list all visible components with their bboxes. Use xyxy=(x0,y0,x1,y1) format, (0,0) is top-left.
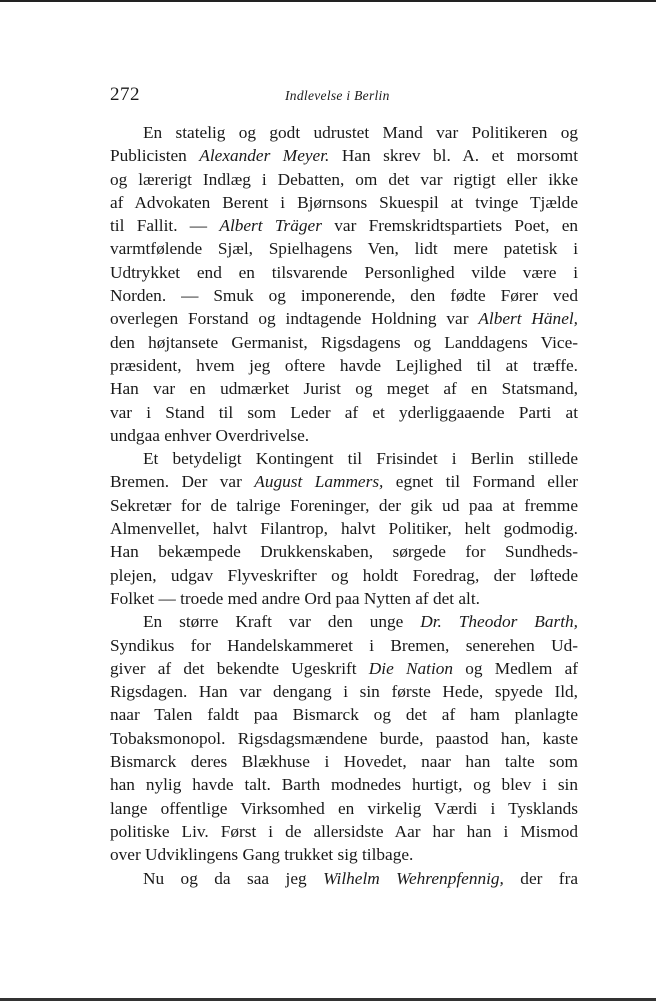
page-number: 272 xyxy=(110,84,140,105)
text-run: naar Talen faldt paa Bismarck og det af ham planlagte xyxy=(110,705,578,725)
text-run: plejen, udgav Flyveskrifter og holdt Foredrag, der løftede xyxy=(110,565,578,585)
text-line xyxy=(110,657,578,680)
text-line xyxy=(110,401,578,424)
text-run: undgaa enhver Overdrivelse. xyxy=(110,425,310,445)
italic-name: Dr. Theodor Barth, xyxy=(420,612,578,632)
text-line xyxy=(110,424,578,447)
text-run: der fra xyxy=(503,868,578,888)
text-run: lange offentlige Virksomhed en virkelig Værdi i Tysklands xyxy=(110,798,578,818)
text-line xyxy=(110,144,578,167)
text-run: af Advokaten Berent i Bjørnsons Skuespil at tvinge Tjælde xyxy=(110,192,578,212)
text-line xyxy=(110,447,578,470)
italic-name: Albert Hänel, xyxy=(478,309,578,329)
text-line xyxy=(110,168,578,191)
text-run: En statelig og godt udrustet Mand var Politikeren og xyxy=(143,123,578,142)
text-line xyxy=(110,470,578,493)
text-run: præsident, hvem jeg oftere havde Lejlighed til at træffe. xyxy=(110,355,578,375)
text-line xyxy=(110,703,578,726)
text-run: Han var en udmærket Jurist og meget af en Statsmand, xyxy=(110,379,578,399)
text-line xyxy=(110,750,578,773)
text-run: Udtrykket end en tilsvarende Personlighed vilde være i xyxy=(110,262,578,282)
text-line xyxy=(110,610,578,633)
text-line xyxy=(110,307,578,330)
text-run: Bismarck deres Blækhuse i Hovedet, naar han talte som xyxy=(110,752,578,772)
text-line xyxy=(110,261,578,284)
text-line xyxy=(110,634,578,657)
text-run: Rigsdagen. Han var dengang i sin første Hede, spyede Ild, xyxy=(110,682,578,702)
italic-name: Albert Träger xyxy=(219,216,322,236)
italic-name: Alexander Meyer. xyxy=(199,146,330,166)
text-line xyxy=(110,237,578,260)
text-run: Tobaksmonopol. Rigsdagsmændene burde, paastod han, kaste xyxy=(110,728,578,748)
running-title: Indlevelse i Berlin xyxy=(285,88,390,103)
text-run: Han skrev bl. A. et morsomt xyxy=(329,146,579,166)
text-line xyxy=(110,797,578,820)
text-run: Nu og da saa jeg xyxy=(143,868,324,888)
italic-name: August Lammers, xyxy=(254,472,384,492)
text-run: Almenvellet, halvt Filantrop, halvt Politiker, helt godmodig. xyxy=(110,519,578,539)
bottom-scan-edge xyxy=(0,998,656,1001)
text-line xyxy=(110,331,578,354)
text-line xyxy=(110,843,578,866)
page-header xyxy=(110,84,580,110)
text-run: var Fremskridtspartiets Poet, en xyxy=(321,216,579,236)
text-line xyxy=(110,284,578,307)
text-line xyxy=(110,121,578,144)
text-run: giver af det bekendte Ugeskrift xyxy=(110,658,369,678)
text-line xyxy=(110,727,578,750)
text-run: til Fallit. — xyxy=(110,216,220,236)
text-line xyxy=(110,773,578,796)
text-run: Sekretær for de talrige Foreninger, der gik ud paa at fremme xyxy=(110,495,578,515)
text-run: Publicisten xyxy=(110,146,200,166)
text-run: Norden. — Smuk og imponerende, den fødte Fører ved xyxy=(110,286,578,306)
text-line xyxy=(110,820,578,843)
text-run: Han bekæmpede Drukkenskaben, sørgede for Sundheds- xyxy=(110,542,578,562)
text-run: og lærerigt Indlæg i Debatten, om det var rigtigt eller ikke xyxy=(110,169,578,189)
text-line xyxy=(110,867,578,890)
text-run: overlegen Forstand og indtagende Holdning var xyxy=(110,309,479,329)
text-line xyxy=(110,517,578,540)
text-run: politiske Liv. Først i de allersidste Aar har han i Mismod xyxy=(110,821,578,841)
text-run: var i Stand til som Leder af et yderliggaaende Parti at xyxy=(110,402,578,422)
text-run: Syndikus for Handelskammeret i Bremen, senerehen Ud- xyxy=(110,635,578,655)
body-text xyxy=(110,121,578,890)
text-run: varmtfølende Sjæl, Spielhagens Ven, lidt mere patetisk i xyxy=(110,239,578,259)
text-run: Folket — troede med andre Ord paa Nytten af det alt. xyxy=(110,588,480,608)
italic-name: Die Nation xyxy=(368,658,454,678)
text-run: den højtansete Germanist, Rigsdagens og Landdagens Vice- xyxy=(110,332,578,352)
text-line xyxy=(110,587,578,610)
text-line xyxy=(110,564,578,587)
text-line xyxy=(110,354,578,377)
text-run: Bremen. Der var xyxy=(110,472,255,492)
text-run: over Udviklingens Gang trukket sig tilbage. xyxy=(110,845,414,865)
text-run: og Medlem af xyxy=(453,658,578,678)
italic-name: Wilhelm Wehrenpfennig, xyxy=(323,868,504,888)
top-scan-edge xyxy=(0,0,656,2)
text-line xyxy=(110,377,578,400)
text-run: Et betydeligt Kontingent til Frisindet i Berlin stillede xyxy=(143,449,578,469)
text-line xyxy=(110,214,578,237)
text-run: han nylig havde talt. Barth modnedes hurtigt, og blev i sin xyxy=(110,775,578,795)
text-line xyxy=(110,540,578,563)
text-run: En større Kraft var den unge xyxy=(143,612,421,632)
text-run: egnet til Formand eller xyxy=(383,472,578,492)
text-line xyxy=(110,494,578,517)
text-line xyxy=(110,191,578,214)
text-line xyxy=(110,680,578,703)
